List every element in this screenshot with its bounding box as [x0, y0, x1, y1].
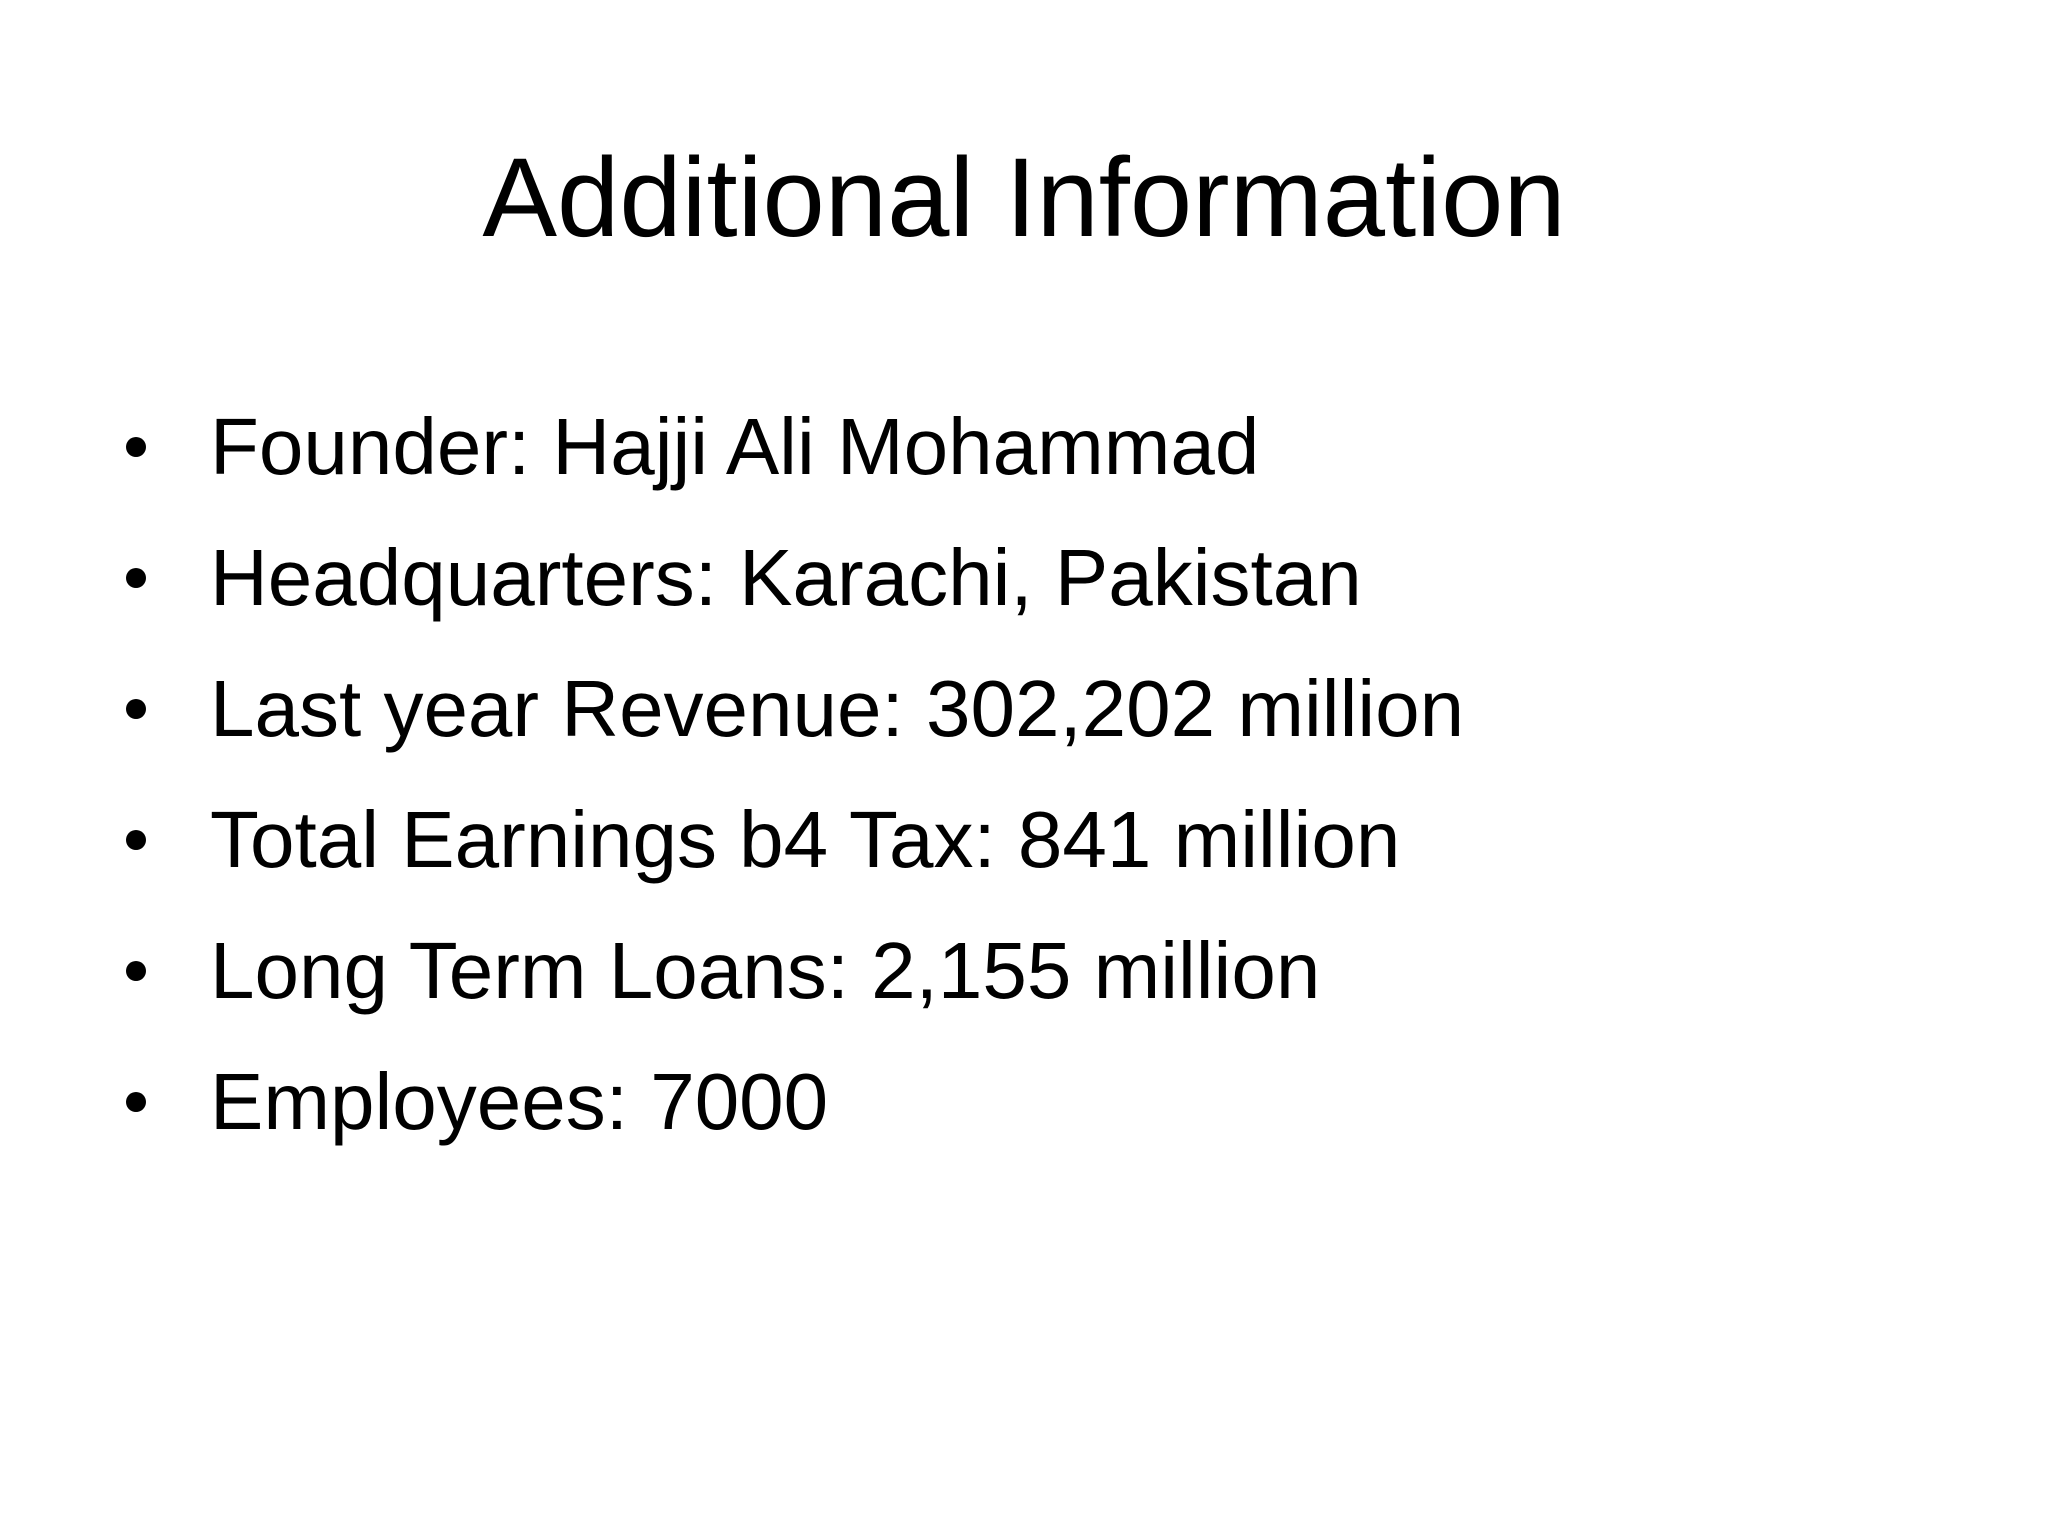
bullet-icon	[126, 568, 146, 588]
bullet-text: Total Earnings b4 Tax: 841 million	[210, 794, 1401, 884]
bullet-icon	[126, 961, 146, 981]
bullet-item-founder	[126, 381, 1926, 512]
bullet-item-earnings	[126, 774, 1926, 905]
bullet-icon	[126, 437, 146, 457]
bullet-list	[126, 381, 1926, 1167]
bullet-text: Founder: Hajji Ali Mohammad	[210, 401, 1260, 491]
bullet-icon	[126, 699, 146, 719]
bullet-icon	[126, 830, 146, 850]
bullet-item-loans	[126, 905, 1926, 1036]
bullet-text: Headquarters: Karachi, Pakistan	[210, 532, 1362, 622]
bullet-item-headquarters	[126, 512, 1926, 643]
bullet-icon	[126, 1092, 146, 1112]
bullet-item-revenue	[126, 643, 1926, 774]
bullet-text: Employees: 7000	[210, 1056, 829, 1146]
slide-title: Additional Information	[482, 135, 1566, 260]
bullet-item-employees	[126, 1036, 1926, 1167]
bullet-text: Last year Revenue: 302,202 million	[210, 663, 1465, 753]
bullet-text: Long Term Loans: 2,155 million	[210, 925, 1321, 1015]
